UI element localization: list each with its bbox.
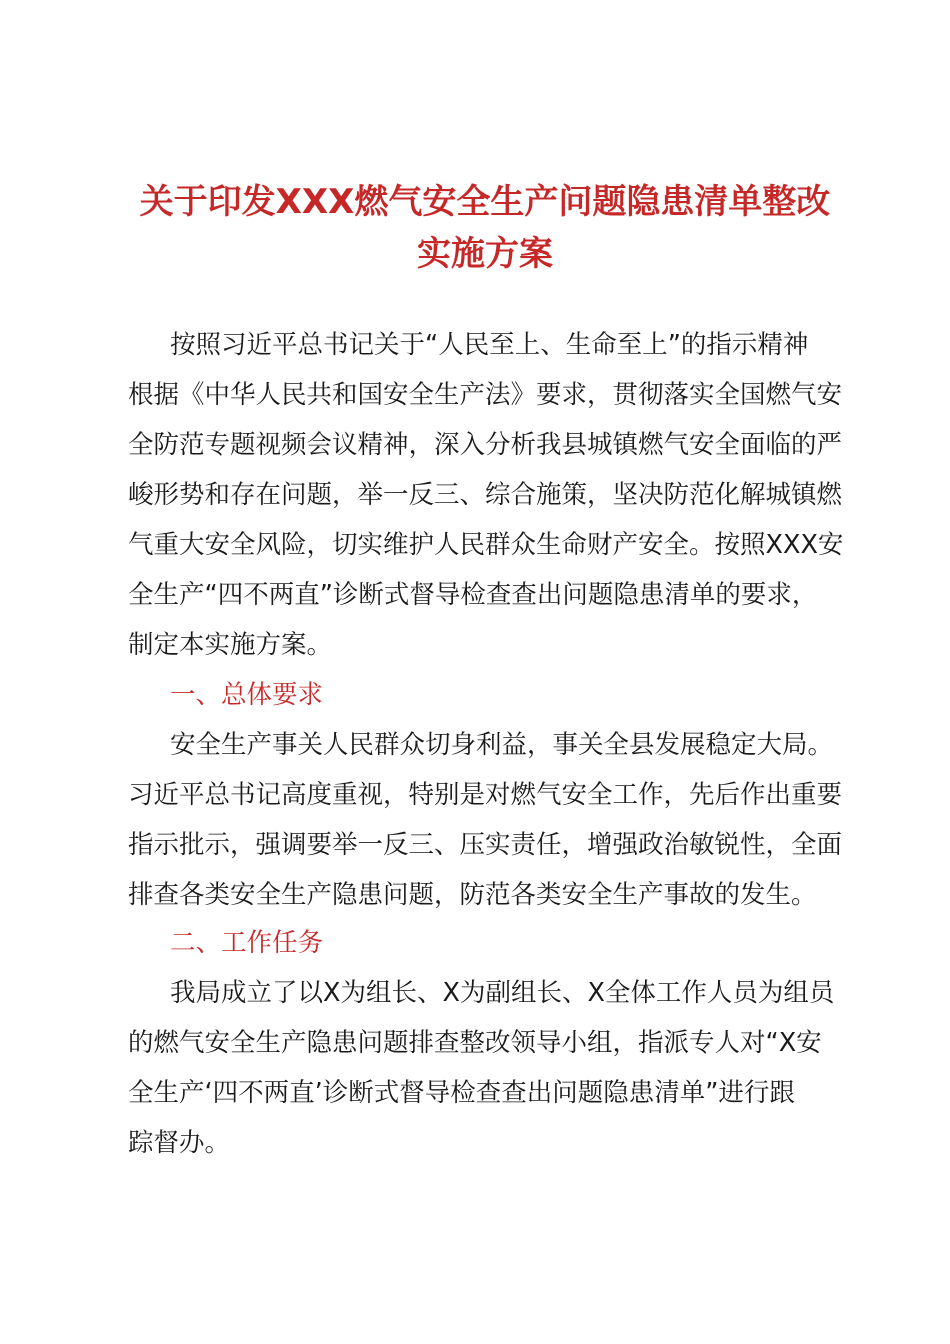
title-line-1: 关于印发XXX燃气安全生产问题隐患清单整改 xyxy=(139,182,831,222)
document-title xyxy=(110,176,860,280)
paragraph-line: 习近平总书记高度重视，特别是对燃气安全工作，先后作出重要 xyxy=(128,780,843,810)
paragraph-intro xyxy=(128,320,848,670)
paragraph-line: 我局成立了以X为组长、X为副组长、X全体工作人员为组员 xyxy=(170,978,835,1008)
section-heading-1: 一、总体要求 xyxy=(170,680,324,710)
paragraph-line: 的燃气安全生产隐患问题排查整改领导小组，指派专人对“X安 xyxy=(128,1028,822,1058)
paragraph-line: 指示批示，强调要举一反三、压实责任，增强政治敏锐性，全面 xyxy=(128,830,843,860)
paragraph-line: 全生产“四不两直”诊断式督导检查查出问题隐患清单的要求， xyxy=(128,580,818,610)
paragraph-line: 全生产‘四不两直’诊断式督导检查查出问题隐患清单”进行跟 xyxy=(128,1078,795,1108)
paragraph-line: 根据《中华人民共和国安全生产法》要求，贯彻落实全国燃气安 xyxy=(128,380,843,410)
paragraph-line: 踪督办。 xyxy=(128,1128,231,1158)
paragraph-line: 排查各类安全生产隐患问题，防范各类安全生产事故的发生。 xyxy=(128,880,817,910)
paragraph-line: 峻形势和存在问题，举一反三、综合施策，坚决防范化解城镇燃 xyxy=(128,480,843,510)
paragraph-line: 制定本实施方案。 xyxy=(128,630,333,660)
paragraph-line: 安全生产事关人民群众切身利益，事关全县发展稳定大局。 xyxy=(170,730,834,760)
title-line-2: 实施方案 xyxy=(417,234,553,274)
paragraph-line: 按照习近平总书记关于“人民至上、生命至上”的指示精神 xyxy=(170,330,809,360)
paragraph-work-tasks xyxy=(128,968,848,1168)
section-heading-2: 二、工作任务 xyxy=(170,928,324,958)
paragraph-line: 全防范专题视频会议精神，深入分析我县城镇燃气安全面临的严 xyxy=(128,430,843,460)
paragraph-general-requirements xyxy=(128,720,848,920)
paragraph-line: 气重大安全风险，切实维护人民群众生命财产安全。按照XXX安 xyxy=(128,530,844,560)
